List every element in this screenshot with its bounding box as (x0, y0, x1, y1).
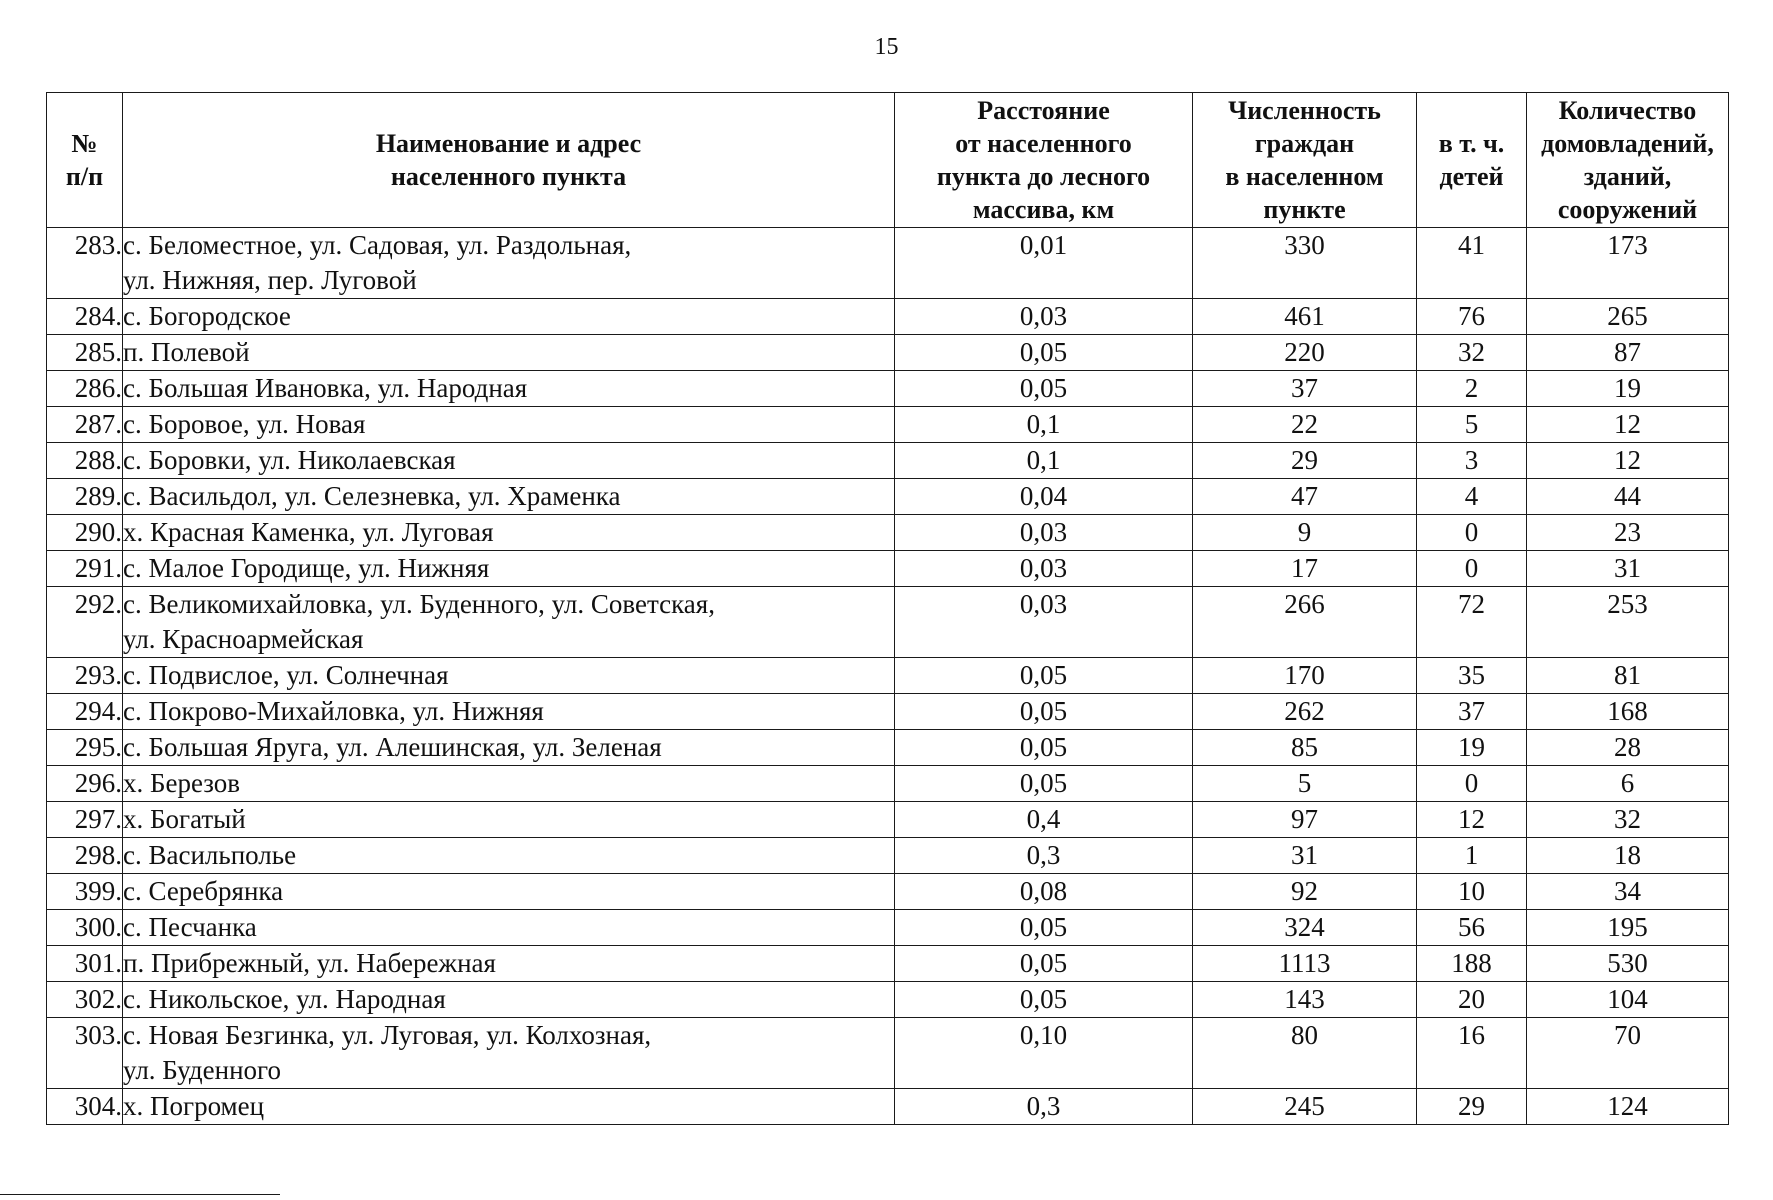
cell-children: 76 (1417, 299, 1527, 335)
cell-num: 288. (47, 443, 123, 479)
header-population: Численность граждан в населенном пункте (1193, 93, 1417, 228)
cell-population: 266 (1193, 587, 1417, 658)
cell-name: с. Большая Яруга, ул. Алешинская, ул. Зеленая (123, 730, 895, 766)
table-row (47, 982, 1729, 1018)
cell-name: с. Беломестное, ул. Садовая, ул. Раздольная, ул. Нижняя, пер. Луговой (123, 228, 895, 299)
cell-name: п. Прибрежный, ул. Набережная (123, 946, 895, 982)
cell-population: 92 (1193, 874, 1417, 910)
cell-num: 297. (47, 802, 123, 838)
cell-population: 29 (1193, 443, 1417, 479)
cell-num: 295. (47, 730, 123, 766)
table-row (47, 802, 1729, 838)
cell-num: 289. (47, 479, 123, 515)
cell-children: 12 (1417, 802, 1527, 838)
cell-buildings: 31 (1527, 551, 1729, 587)
cell-num: 301. (47, 946, 123, 982)
cell-name: х. Погромец (123, 1089, 895, 1125)
cell-distance: 0,4 (895, 802, 1193, 838)
cell-distance: 0,01 (895, 228, 1193, 299)
table-row (47, 910, 1729, 946)
cell-num: 296. (47, 766, 123, 802)
cell-population: 170 (1193, 658, 1417, 694)
cell-distance: 0,03 (895, 515, 1193, 551)
cell-num: 287. (47, 407, 123, 443)
cell-buildings: 195 (1527, 910, 1729, 946)
cell-population: 22 (1193, 407, 1417, 443)
cell-children: 56 (1417, 910, 1527, 946)
table-row (47, 1018, 1729, 1089)
cell-population: 262 (1193, 694, 1417, 730)
cell-buildings: 124 (1527, 1089, 1729, 1125)
cell-num: 399. (47, 874, 123, 910)
cell-buildings: 12 (1527, 407, 1729, 443)
cell-population: 47 (1193, 479, 1417, 515)
cell-distance: 0,3 (895, 1089, 1193, 1125)
cell-population: 80 (1193, 1018, 1417, 1089)
header-buildings: Количество домовладений, зданий, сооружений (1527, 93, 1729, 228)
cell-population: 220 (1193, 335, 1417, 371)
table-row (47, 551, 1729, 587)
cell-population: 5 (1193, 766, 1417, 802)
cell-distance: 0,03 (895, 587, 1193, 658)
cell-population: 9 (1193, 515, 1417, 551)
table-row (47, 874, 1729, 910)
cell-name: с. Никольское, ул. Народная (123, 982, 895, 1018)
cell-distance: 0,05 (895, 371, 1193, 407)
cell-children: 0 (1417, 766, 1527, 802)
table-row (47, 228, 1729, 299)
cell-population: 461 (1193, 299, 1417, 335)
table-row (47, 766, 1729, 802)
table-row (47, 443, 1729, 479)
cell-num: 304. (47, 1089, 123, 1125)
table-row (47, 407, 1729, 443)
table-row (47, 299, 1729, 335)
cell-children: 19 (1417, 730, 1527, 766)
cell-name: с. Боровое, ул. Новая (123, 407, 895, 443)
table-row (47, 730, 1729, 766)
cell-name: с. Покрово-Михайловка, ул. Нижняя (123, 694, 895, 730)
cell-num: 283. (47, 228, 123, 299)
header-children: в т. ч. детей (1417, 93, 1527, 228)
cell-name: с. Новая Безгинка, ул. Луговая, ул. Колхозная, ул. Буденного (123, 1018, 895, 1089)
cell-children: 10 (1417, 874, 1527, 910)
table-row (47, 515, 1729, 551)
cell-distance: 0,04 (895, 479, 1193, 515)
cell-children: 20 (1417, 982, 1527, 1018)
header-distance: Расстояние от населенного пункта до лесного массива, км (895, 93, 1193, 228)
cell-buildings: 87 (1527, 335, 1729, 371)
cell-name: с. Васильполье (123, 838, 895, 874)
cell-num: 284. (47, 299, 123, 335)
cell-buildings: 265 (1527, 299, 1729, 335)
cell-population: 330 (1193, 228, 1417, 299)
cell-name: с. Подвислое, ул. Солнечная (123, 658, 895, 694)
cell-distance: 0,1 (895, 407, 1193, 443)
cell-children: 188 (1417, 946, 1527, 982)
cell-distance: 0,03 (895, 299, 1193, 335)
cell-distance: 0,05 (895, 766, 1193, 802)
cell-name: с. Великомихайловка, ул. Буденного, ул. Советская, ул. Красноармейская (123, 587, 895, 658)
cell-population: 97 (1193, 802, 1417, 838)
cell-num: 298. (47, 838, 123, 874)
table-header-row (47, 93, 1729, 228)
cell-buildings: 104 (1527, 982, 1729, 1018)
footnote-divider (0, 1194, 280, 1195)
cell-children: 16 (1417, 1018, 1527, 1089)
cell-children: 0 (1417, 551, 1527, 587)
cell-buildings: 32 (1527, 802, 1729, 838)
cell-distance: 0,08 (895, 874, 1193, 910)
cell-distance: 0,10 (895, 1018, 1193, 1089)
table-body (47, 228, 1729, 1125)
cell-distance: 0,03 (895, 551, 1193, 587)
table-row (47, 658, 1729, 694)
table-row (47, 479, 1729, 515)
cell-num: 286. (47, 371, 123, 407)
cell-distance: 0,1 (895, 443, 1193, 479)
table-row (47, 587, 1729, 658)
cell-children: 4 (1417, 479, 1527, 515)
cell-distance: 0,05 (895, 982, 1193, 1018)
cell-children: 29 (1417, 1089, 1527, 1125)
cell-population: 31 (1193, 838, 1417, 874)
cell-children: 5 (1417, 407, 1527, 443)
cell-name: с. Боровки, ул. Николаевская (123, 443, 895, 479)
cell-name: х. Богатый (123, 802, 895, 838)
cell-num: 285. (47, 335, 123, 371)
cell-buildings: 28 (1527, 730, 1729, 766)
cell-name: х. Красная Каменка, ул. Луговая (123, 515, 895, 551)
cell-buildings: 530 (1527, 946, 1729, 982)
page-number: 15 (874, 34, 899, 60)
cell-children: 1 (1417, 838, 1527, 874)
table-row (47, 946, 1729, 982)
cell-distance: 0,05 (895, 694, 1193, 730)
cell-buildings: 34 (1527, 874, 1729, 910)
cell-num: 292. (47, 587, 123, 658)
cell-distance: 0,3 (895, 838, 1193, 874)
cell-num: 291. (47, 551, 123, 587)
cell-num: 294. (47, 694, 123, 730)
cell-buildings: 12 (1527, 443, 1729, 479)
cell-buildings: 44 (1527, 479, 1729, 515)
table-row (47, 1089, 1729, 1125)
cell-name: с. Малое Городище, ул. Нижняя (123, 551, 895, 587)
cell-buildings: 19 (1527, 371, 1729, 407)
table-row (47, 335, 1729, 371)
cell-buildings: 70 (1527, 1018, 1729, 1089)
cell-num: 290. (47, 515, 123, 551)
cell-buildings: 18 (1527, 838, 1729, 874)
cell-num: 300. (47, 910, 123, 946)
table-row (47, 371, 1729, 407)
cell-children: 0 (1417, 515, 1527, 551)
cell-buildings: 23 (1527, 515, 1729, 551)
cell-distance: 0,05 (895, 946, 1193, 982)
cell-children: 32 (1417, 335, 1527, 371)
cell-buildings: 168 (1527, 694, 1729, 730)
cell-buildings: 253 (1527, 587, 1729, 658)
cell-population: 143 (1193, 982, 1417, 1018)
cell-children: 2 (1417, 371, 1527, 407)
cell-population: 37 (1193, 371, 1417, 407)
cell-name: с. Богородское (123, 299, 895, 335)
cell-children: 35 (1417, 658, 1527, 694)
cell-population: 245 (1193, 1089, 1417, 1125)
cell-name: п. Полевой (123, 335, 895, 371)
cell-name: х. Березов (123, 766, 895, 802)
settlements-table (46, 92, 1729, 1125)
cell-num: 303. (47, 1018, 123, 1089)
cell-distance: 0,05 (895, 910, 1193, 946)
cell-buildings: 81 (1527, 658, 1729, 694)
cell-children: 37 (1417, 694, 1527, 730)
cell-num: 302. (47, 982, 123, 1018)
cell-distance: 0,05 (895, 730, 1193, 766)
cell-name: с. Васильдол, ул. Селезневка, ул. Храменка (123, 479, 895, 515)
cell-population: 17 (1193, 551, 1417, 587)
cell-name: с. Серебрянка (123, 874, 895, 910)
table-row (47, 694, 1729, 730)
cell-children: 3 (1417, 443, 1527, 479)
cell-distance: 0,05 (895, 335, 1193, 371)
cell-buildings: 6 (1527, 766, 1729, 802)
cell-population: 1113 (1193, 946, 1417, 982)
cell-population: 85 (1193, 730, 1417, 766)
cell-population: 324 (1193, 910, 1417, 946)
cell-name: с. Большая Ивановка, ул. Народная (123, 371, 895, 407)
table-row (47, 838, 1729, 874)
cell-buildings: 173 (1527, 228, 1729, 299)
header-num: № п/п (47, 93, 123, 228)
header-name: Наименование и адрес населенного пункта (123, 93, 895, 228)
cell-name: с. Песчанка (123, 910, 895, 946)
cell-distance: 0,05 (895, 658, 1193, 694)
cell-children: 72 (1417, 587, 1527, 658)
cell-children: 41 (1417, 228, 1527, 299)
cell-num: 293. (47, 658, 123, 694)
